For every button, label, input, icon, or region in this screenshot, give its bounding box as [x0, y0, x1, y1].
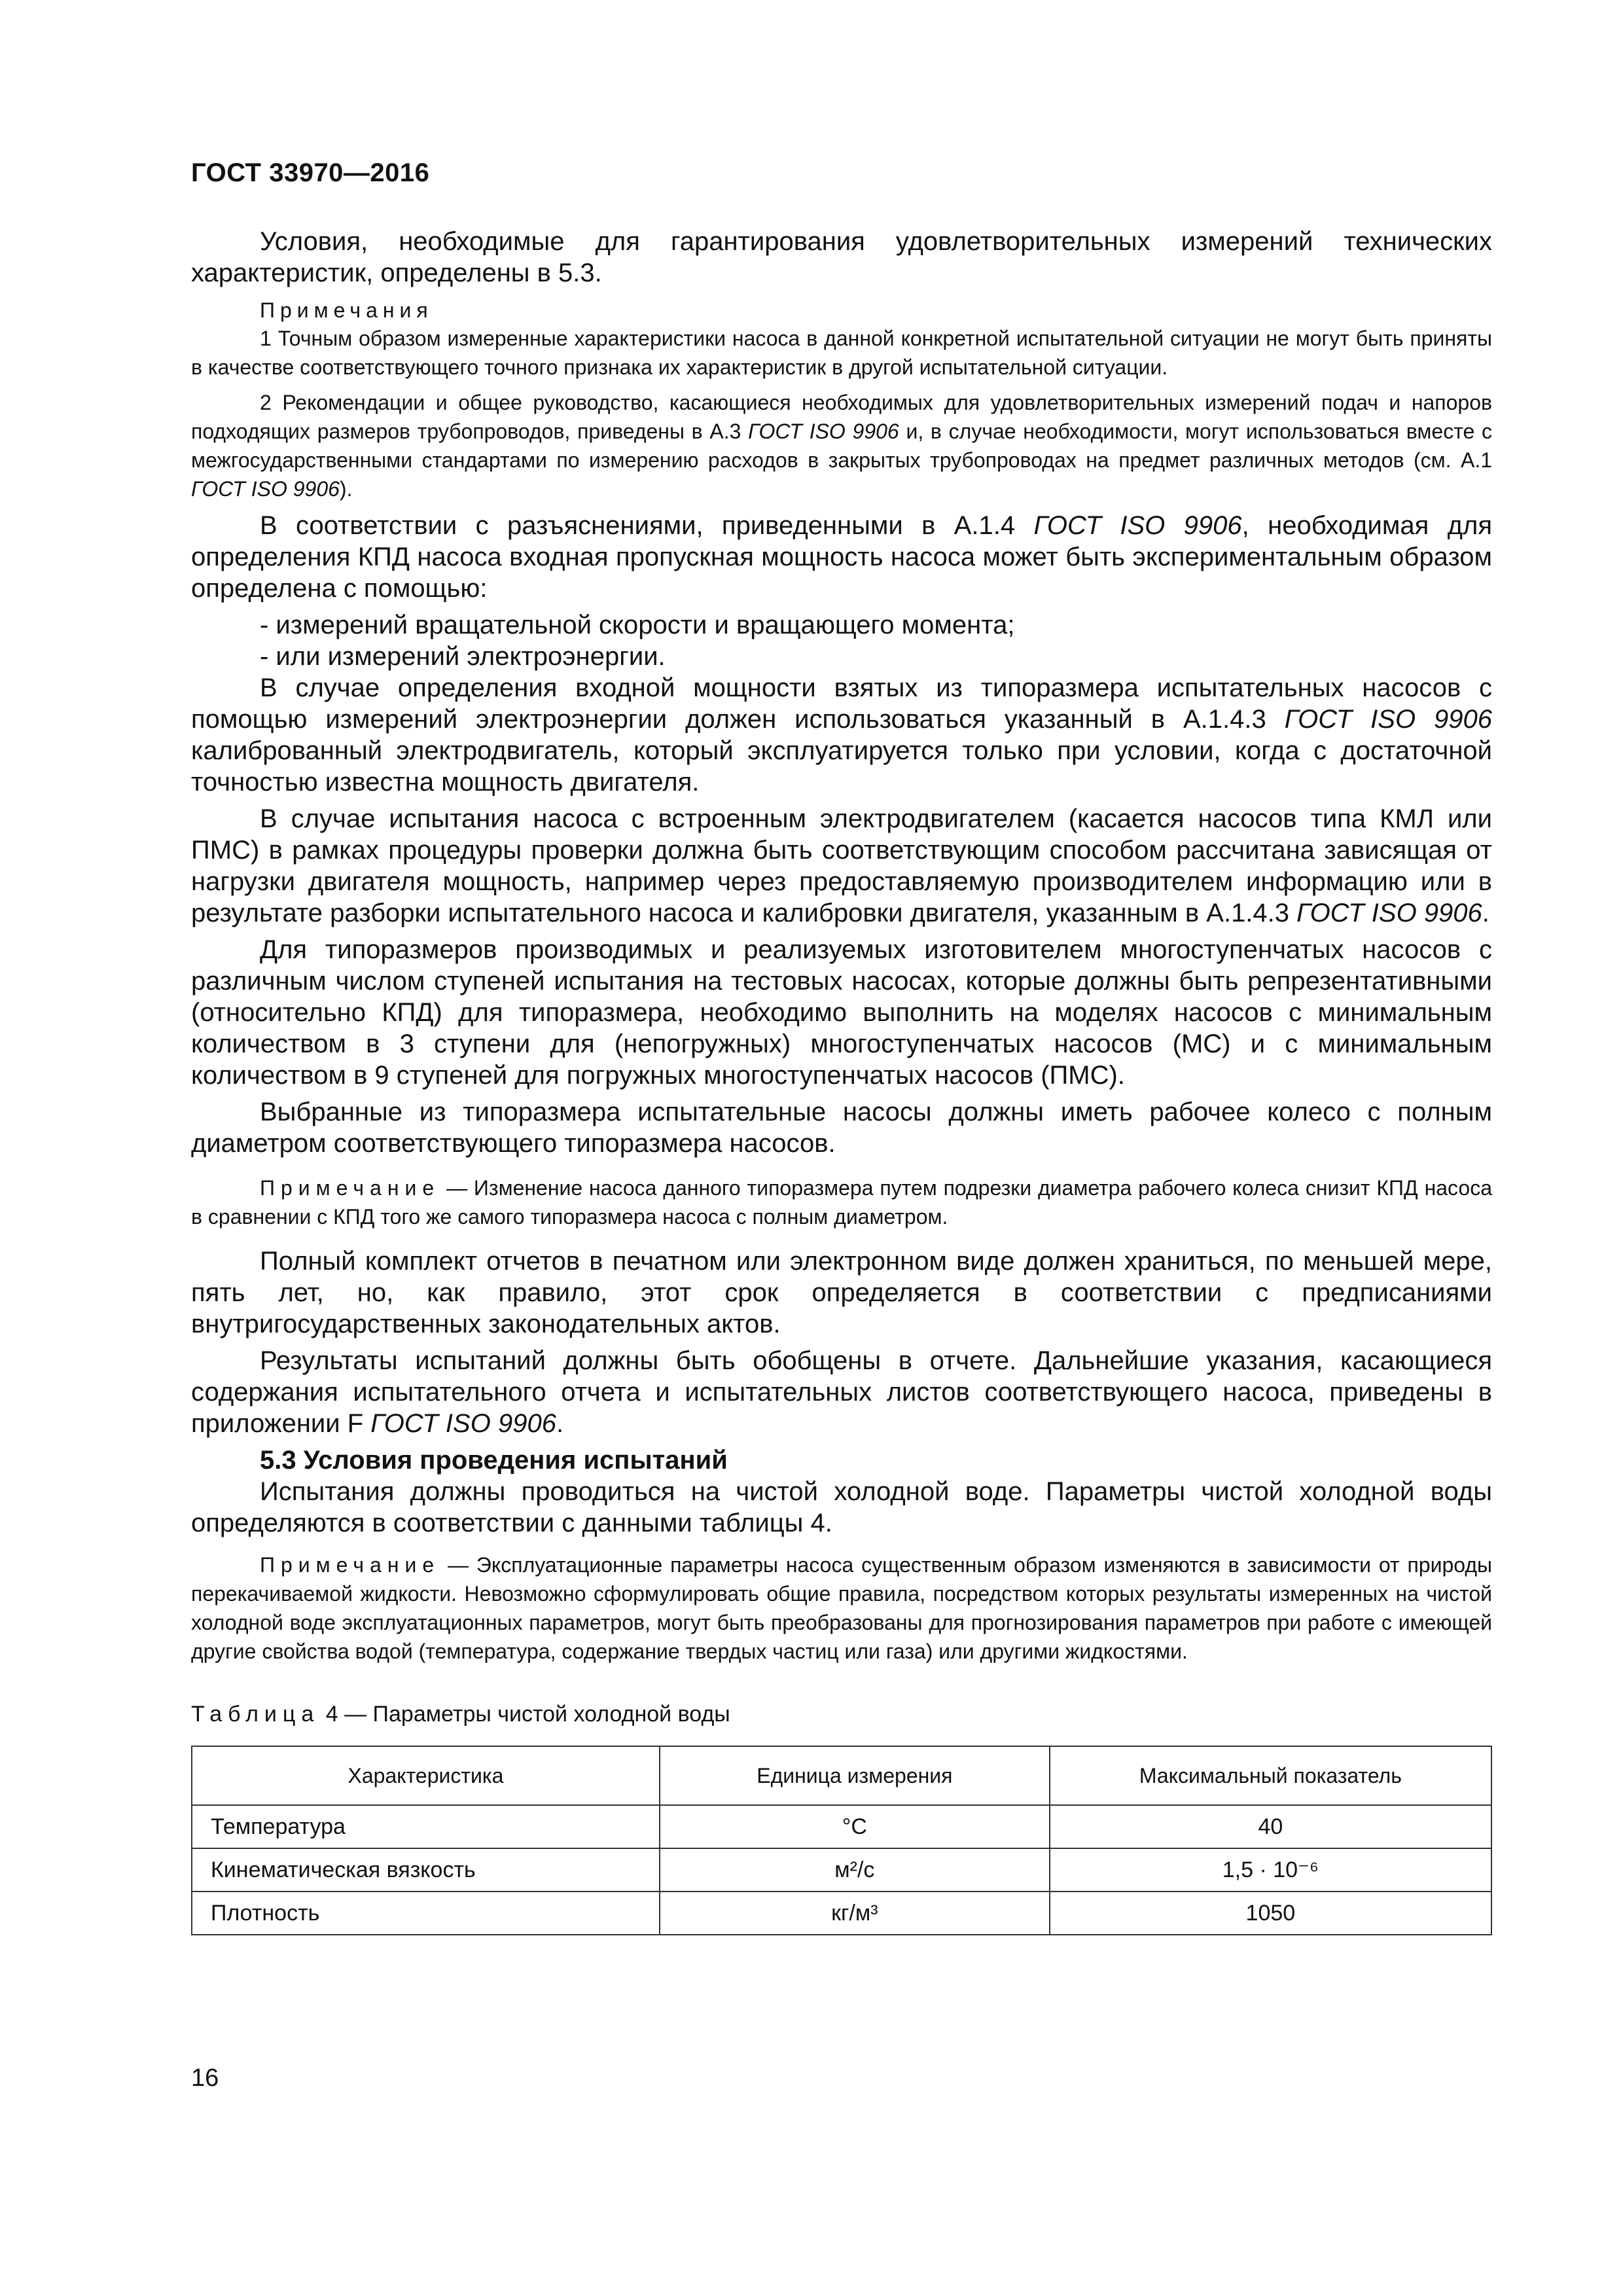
paragraph-conditions: Условия, необходимые для гарантирования удовлетворительных измерений технических характеристик, определены в 5.3. [191, 227, 1492, 287]
column-header: Характеристика [192, 1746, 660, 1805]
table-header-row [192, 1746, 1491, 1805]
standard-reference: ГОСТ ISO 9906 [748, 420, 899, 443]
table-cell: 40 [1050, 1805, 1491, 1848]
table-cell: Температура [192, 1805, 660, 1848]
standard-reference: ГОСТ ISO 9906 [1296, 899, 1482, 927]
standard-reference: ГОСТ ISO 9906 [1284, 705, 1493, 734]
table-row [192, 1892, 1491, 1935]
table-cell: °C [660, 1805, 1050, 1848]
water-parameters-table [191, 1746, 1492, 1935]
note-2: 2 Рекомендации и общее руководство, касающиеся необходимых для удовлетворительных измерений подач и напоров подходящих размеров трубопроводов, приведены в А.3 ГОСТ ISO 9906 и, в случае необходимости, могут использоваться вместе с межгосударственными стандартами по измерению расходов в закрытых трубопроводах на предмет различных методов (см. А.1 ГОСТ ISO 9906). [191, 391, 1492, 501]
list-item: - измерений вращательной скорости и вращающего момента; [260, 611, 1015, 639]
note-1: 1 Точным образом измеренные характеристики насоса в данной конкретной испытательной ситуации не могут быть приняты в качестве соответствующего точного признака их характеристик в другой испытательной ситуации. [191, 327, 1492, 379]
section-heading: 5.3 Условия проведения испытаний [260, 1446, 728, 1475]
table-cell: 1,5 · 10⁻⁶ [1050, 1848, 1491, 1892]
note-label: Примечание [260, 1176, 440, 1200]
column-header: Максимальный показатель [1050, 1746, 1491, 1805]
standard-reference: ГОСТ ISO 9906 [1033, 511, 1242, 540]
note-4: Примечание — Эксплуатационные параметры насоса существенным образом изменяются в зависимости от природы перекачиваемой жидкости. Невозможно сформулировать общие правила, посредством которых результаты измеренных на чистой холодной воде эксплуатационных параметров, могут быть преобразованы для прогнозирования параметров при работе с имеющей другие свойства водой (температура, содержание твердых частиц или газа) или другими жидкостями. [191, 1553, 1492, 1663]
paragraph-impeller: Выбранные из типоразмера испытательные насосы должны иметь рабочее колесо с полным диаметром соответствующего типоразмера насосов. [191, 1098, 1492, 1158]
list-item: - или измерений электроэнергии. [260, 642, 666, 671]
table-cell: м²/с [660, 1848, 1050, 1892]
note-3: Примечание — Изменение насоса данного типоразмера путем подрезки диаметра рабочего колеса снизит КПД насоса в сравнении с КПД того же самого типоразмера насоса с полным диаметром. [191, 1176, 1492, 1229]
note-label: Примечание [260, 1553, 440, 1577]
standard-reference: ГОСТ ISO 9906 [191, 477, 340, 501]
page-number: 16 [191, 2064, 219, 2092]
document-header: ГОСТ 33970—2016 [191, 158, 430, 187]
paragraph-reports: Полный комплект отчетов в печатном или электронном виде должен храниться, по меньшей мере, пять лет, но, как правило, этот срок определяется в соответствии с предписаниями внутригосударственных законодательных актов. [191, 1247, 1492, 1338]
paragraph-builtin-motor: В случае испытания насоса с встроенным электродвигателем (касается насосов типа КМЛ или ПМС) в рамках процедуры проверки должна быть соответствующим способом рассчитана зависящая от нагрузки двигателя мощность, например через предоставляемую производителем информацию или в результате разборки испытательного насоса и калибровки двигателя, указанным в А.1.4.3 ГОСТ ISO 9906. [191, 804, 1492, 927]
page-body [191, 226, 1492, 1935]
table-cell: 1050 [1050, 1892, 1491, 1935]
table-row [192, 1805, 1491, 1848]
table-row [192, 1848, 1491, 1892]
table-caption: Таблица 4 — Параметры чистой холодной воды [191, 1702, 730, 1727]
table-cell: кг/м³ [660, 1892, 1050, 1935]
standard-reference: ГОСТ ISO 9906 [370, 1409, 556, 1438]
notes-heading: Примечания [260, 298, 433, 322]
paragraph-electric: В случае определения входной мощности взятых из типоразмера испытательных насосов с помощью измерений электроэнергии должен использоваться указанный в А.1.4.3 ГОСТ ISO 9906 калиброванный электродвигатель, который эксплуатируется только при условии, когда с достаточной точностью известна мощность двигателя. [191, 673, 1493, 797]
paragraph-power: В соответствии с разъяснениями, приведенными в А.1.4 ГОСТ ISO 9906, необходимая для определения КПД насоса входная пропускная мощность насоса может быть экспериментальным образом определена с помощью: [191, 511, 1493, 603]
paragraph-water: Испытания должны проводиться на чистой холодной воде. Параметры чистой холодной воды определяются в соответствии с данными таблицы 4. [191, 1477, 1492, 1537]
table-cell: Плотность [192, 1892, 660, 1935]
column-header: Единица измерения [660, 1746, 1050, 1805]
paragraph-results: Результаты испытаний должны быть обобщены в отчете. Дальнейшие указания, касающиеся содержания испытательного отчета и испытательных листов соответствующего насоса, приведены в приложении F ГОСТ ISO 9906. [191, 1346, 1492, 1438]
paragraph-stages: Для типоразмеров производимых и реализуемых изготовителем многоступенчатых насосов с различным числом ступеней испытания на тестовых насосах, которые должны быть репрезентативными (относительно КПД) для типоразмера, необходимо выполнить на моделях насосов с минимальным количеством в 3 ступени для (непогружных) многоступенчатых насосов (МС) и с минимальным количеством в 9 ступеней для погружных многоступенчатых насосов (ПМС). [191, 935, 1492, 1090]
table-cell: Кинематическая вязкость [192, 1848, 660, 1892]
